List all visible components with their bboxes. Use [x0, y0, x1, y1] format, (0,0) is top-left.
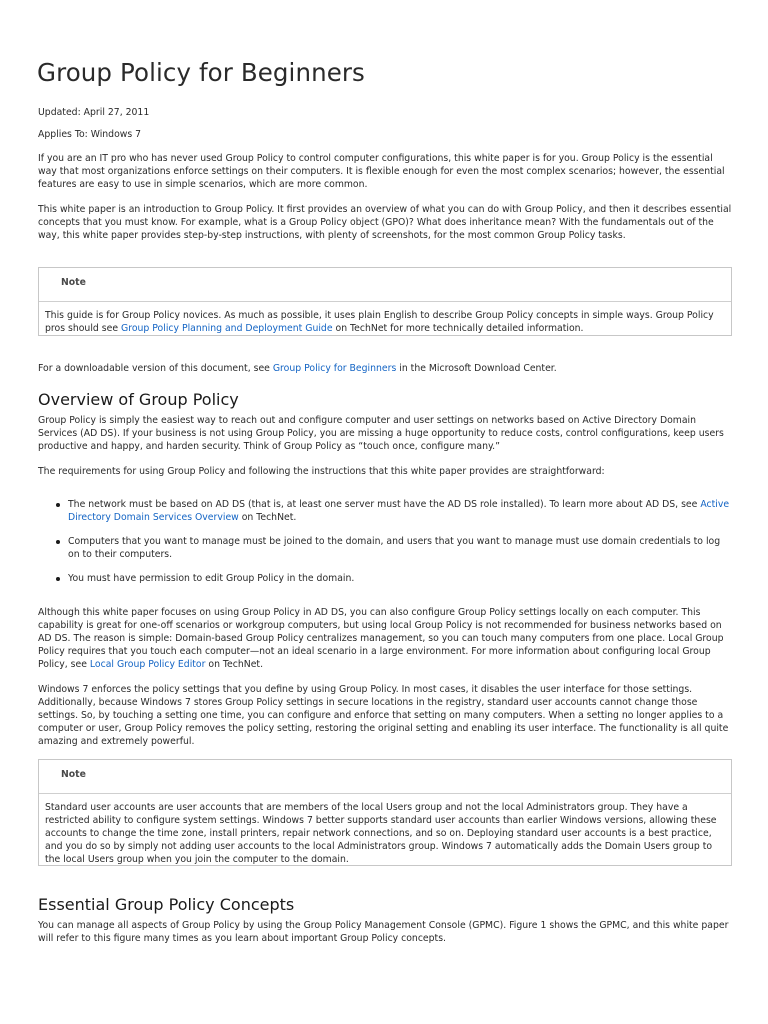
p3-after: on TechNet. [205, 659, 264, 670]
page-title: Group Policy for Beginners [37, 58, 365, 87]
list-item [38, 572, 732, 585]
note-box [38, 267, 732, 336]
download-before: For a downloadable version of this document, see [38, 363, 273, 374]
note-label: Note [39, 760, 731, 794]
planning-guide-link[interactable]: Group Policy Planning and Deployment Guide [121, 323, 333, 334]
intro-paragraph-2: This white paper is an introduction to Group Policy. It first provides an overview of what you can do with Group Policy, and then it describes essential concepts that you must know. For example, what is a Group Policy object (GPO)? What does inheritance mean? With the fundamentals out of the way, this white paper provides step-by-step instructions, with plenty of screenshots, for the most common Group Policy tasks. [38, 204, 732, 241]
bullet-icon [56, 540, 60, 544]
bullet-icon [56, 503, 60, 507]
note-text: Standard user accounts are user accounts that are members of the local Users group and not the local Administrators group. They have a restricted ability to configure system settings. Windows 7 better supports standard user accounts than earlier Windows versions, allowing these accounts to change the time zone, install printers, repair network connections, and so on. Deploying standard user accounts is a best practice, and you do so by simply not adding user accounts to the local Administrators group. Windows 7 automatically adds the Domain Users group to the local Users group when you join the computer to the domain. [45, 802, 717, 865]
requirements-list [38, 498, 732, 524]
list-item-text: Computers that you want to manage must be joined to the domain, and users that you want to manage must use domain credentials to log on to their computers. [68, 536, 721, 560]
updated-date: Updated: April 27, 2011 [38, 107, 150, 118]
overview-paragraph-2: The requirements for using Group Policy and following the instructions that this white paper provides are straightforward: [38, 466, 605, 477]
download-paragraph [38, 362, 732, 375]
overview-paragraph-1: Group Policy is simply the easiest way to reach out and configure computer and user settings on networks based on Active Directory Domain Services (AD DS). If your business is not using Group Policy, you are missing a huge opportunity to reduce costs, control configurations, keep users productive and happy, and harden security. Think of Group Policy as “touch once, configure many.” [38, 415, 724, 452]
bullet-icon [56, 577, 60, 581]
requirements-list-3 [38, 572, 732, 585]
overview-heading: Overview of Group Policy [38, 390, 239, 409]
concepts-paragraph-1: You can manage all aspects of Group Policy by using the Group Policy Management Console (GPMC). Figure 1 shows the GPMC, and this white paper will refer to this figure many times as you learn about important Group Policy concepts. [38, 920, 729, 944]
download-link[interactable]: Group Policy for Beginners [272, 363, 397, 374]
requirements-list-2 [38, 535, 732, 561]
download-after: in the Microsoft Download Center. [396, 363, 557, 374]
ad-ds-overview-link[interactable]: Active Directory Domain Services Overview [68, 499, 730, 523]
list-item-text: You must have permission to edit Group Policy in the domain. [68, 573, 355, 584]
applies-to: Applies To: Windows 7 [38, 129, 142, 140]
list-item-text: The network must be based on AD DS (that is, at least one server must have the AD DS role installed). To learn more about AD DS, see [68, 499, 701, 510]
list-item [38, 498, 732, 524]
overview-paragraph-4: Windows 7 enforces the policy settings that you define by using Group Policy. In most cases, it disables the user interface for those settings. Additionally, because Windows 7 stores Group Policy settings in secure locations in the registry, standard user accounts cannot change those settings. So, by touching a setting one time, you can configure and enforce that setting on many computers. When a setting no longer applies to a computer or user, Group Policy removes the policy setting, restoring the original setting and enabling its user interface. The functionality is all quite amazing and extremely powerful. [38, 684, 729, 747]
local-gp-editor-link[interactable]: Local Group Policy Editor [89, 659, 206, 670]
note-box-2 [38, 759, 732, 866]
note-text [39, 302, 731, 341]
note-text-after: on TechNet for more technically detailed information. [332, 323, 584, 334]
concepts-heading: Essential Group Policy Concepts [38, 895, 295, 914]
list-item [38, 535, 732, 561]
overview-paragraph-3 [38, 606, 732, 671]
p3-before: Although this white paper focuses on using Group Policy in AD DS, you can also configure Group Policy settings locally on each computer. This capability is great for one-off scenarios or workgroup computers, but using local Group Policy is not recommended for business networks based on AD DS. The reason is simple: Domain-based Group Policy centralizes management, so you can touch many computers from one place. Local Group Policy requires that you touch each computer—not an ideal scenario in a large environment. For more information about configuring local Group Policy, see [38, 607, 724, 670]
note-label: Note [39, 268, 731, 302]
intro-paragraph-1: If you are an IT pro who has never used Group Policy to control computer configurations, this white paper is for you. Group Policy is the essential way that most organizations enforce settings on their computers. It is flexible enough for even the most complex scenarios; however, the essential features are easy to use in simple scenarios, which are more common. [38, 153, 725, 190]
note-text-before: This guide is for Group Policy novices. As much as possible, it uses plain English to describe Group Policy concepts in simple ways. Group Policy pros should see [45, 310, 714, 334]
list-item-text-after: on TechNet. [238, 512, 297, 523]
